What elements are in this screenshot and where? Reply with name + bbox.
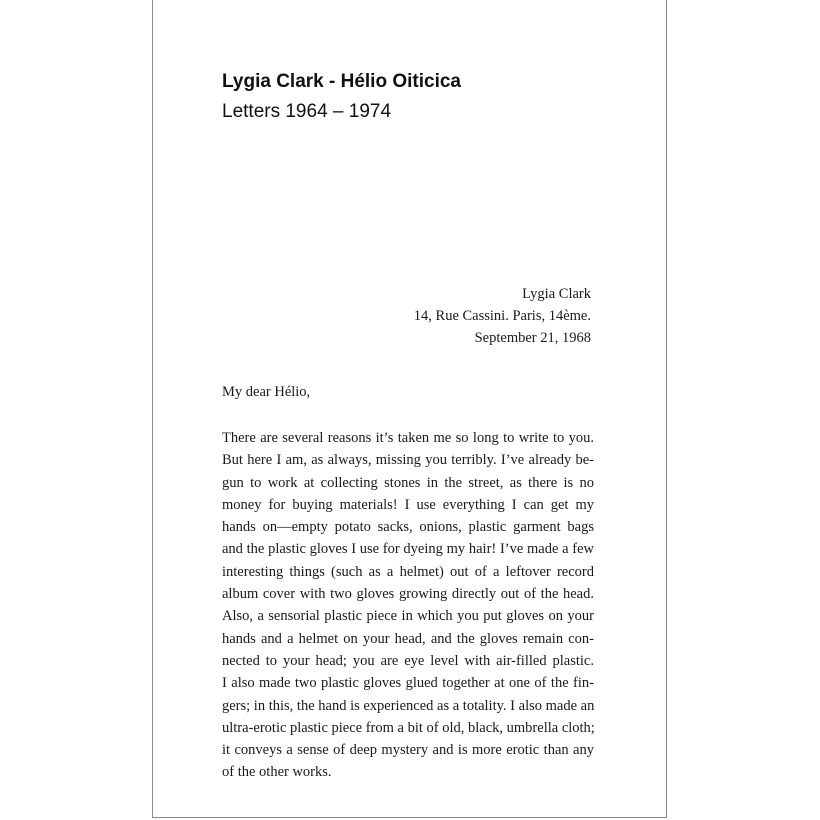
letter-date: September 21, 1968 — [474, 330, 591, 346]
letter-sender: Lygia Clark — [522, 286, 591, 302]
body-line: Also, a sensorial plastic piece in which you put gloves on your — [222, 608, 594, 625]
body-line: nected to your head; you are eye level with air-filled plastic. — [222, 652, 594, 669]
body-line: But here I am, as always, missing you terribly. I’ve already be- — [222, 452, 594, 469]
body-line: There are several reasons it’s taken me so long to write to you. — [222, 430, 594, 446]
body-line: hands and a helmet on your head, and the gloves remain con- — [222, 630, 594, 647]
body-line: and the plastic gloves I use for dyeing my hair! I’ve made a few — [222, 541, 594, 558]
book-title: Lygia Clark - Hélio Oiticica — [222, 71, 461, 92]
body-line: hands on—empty potato sacks, onions, plastic garment bags — [222, 519, 594, 536]
letter-body — [222, 427, 594, 784]
body-line: I also made two plastic gloves glued together at one of the fin- — [222, 675, 594, 692]
body-line: gun to work at collecting stones in the street, as there is no — [222, 474, 594, 491]
book-subtitle: Letters 1964 – 1974 — [222, 101, 392, 122]
letter-address: 14, Rue Cassini. Paris, 14ème. — [413, 308, 591, 324]
body-line: it conveys a sense of deep mystery and is more erotic than any — [222, 742, 594, 759]
body-line: ultra-erotic plastic piece from a bit of old, black, umbrella cloth; — [222, 719, 595, 736]
letter-salutation: My dear Hélio, — [222, 384, 311, 400]
body-line: of the other works. — [222, 764, 332, 781]
body-line: money for buying materials! I use everything I can get my — [222, 496, 594, 513]
body-line: interesting things (such as a helmet) out of a leftover record — [222, 563, 594, 580]
body-line: album cover with two gloves growing directly out of the head. — [222, 586, 594, 603]
book-page — [152, 0, 667, 818]
body-line: gers; in this, the hand is experienced as a totality. I also made an — [222, 697, 595, 714]
letter-heading — [414, 283, 591, 349]
